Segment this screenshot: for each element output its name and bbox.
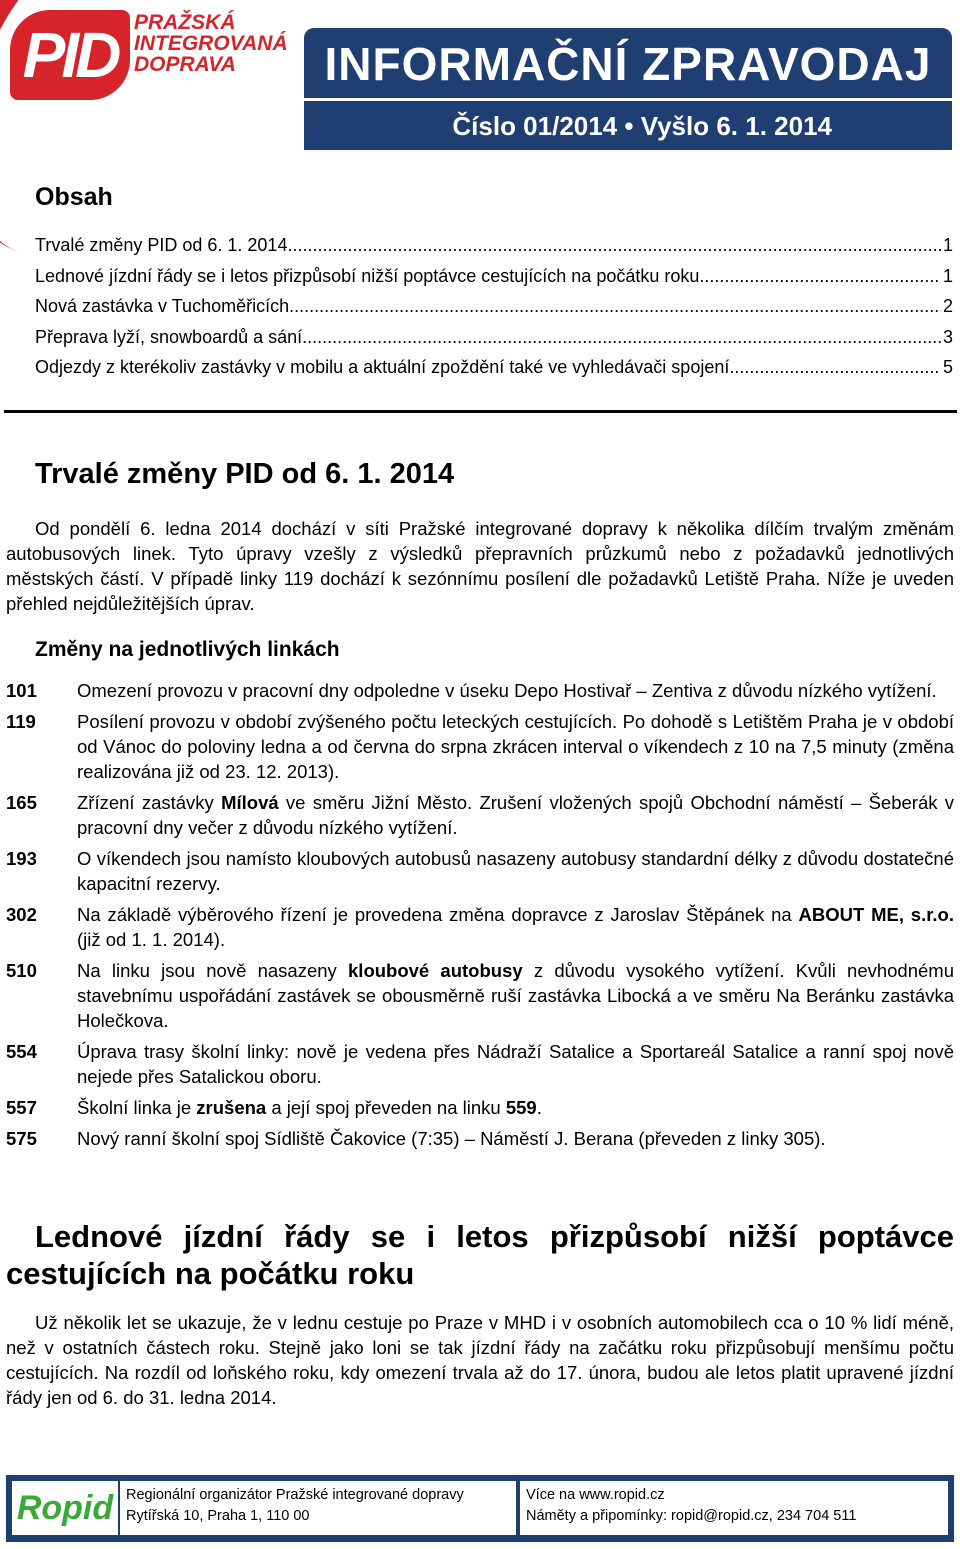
text-run: Omezení provozu v pracovní dny odpoledne v úseku Depo Hostivař – Zentiva z důvodu nízkého vytížení.: [77, 680, 937, 701]
line-description: [77, 958, 954, 1033]
line-number: 165: [6, 792, 37, 813]
line-change-row: [6, 958, 954, 1033]
toc-leader: [302, 322, 941, 353]
toc-item-page: 2: [942, 296, 953, 316]
line-description: [77, 1095, 954, 1120]
line-description: [77, 678, 954, 703]
line-change-row: [6, 1039, 954, 1089]
line-change-row: [6, 678, 954, 703]
footer: [6, 1475, 954, 1542]
logo-line: DOPRAVA: [134, 53, 236, 76]
text-run: Posílení provozu v období zvýšeného počtu leteckých cestujících. Po dohodě s Letištěm Praha je v období od Vánoc do poloviny ledna a od června do srpna zkrácen interval o víkendech z 10 na 7,5 minuty (změna realizována již od 23. 12. 2013).: [77, 711, 954, 782]
section-intro: Od pondělí 6. ledna 2014 dochází v síti Pražské integrované dopravy k několika dílčím trvalým změnám autobusových linek. Tyto úpravy vzešly z výsledků přepravních průzkumů nebo z požadavků jednotlivých městských částí. V případě linky 119 dochází k sezónnímu posílení dle požadavků Letiště Praha. Níže je uveden přehled nejdůležitějších úprav.: [6, 518, 954, 614]
text-run: Na základě výběrového řízení je provedena změna dopravce z Jaroslav Štěpánek na: [77, 904, 799, 925]
toc-item-page: 5: [942, 357, 953, 377]
toc-item[interactable]: [35, 261, 953, 292]
line-number: 302: [6, 904, 37, 925]
line-changes-list: [6, 678, 954, 1151]
line-number: 119: [6, 711, 36, 732]
line-description: [77, 902, 954, 952]
line-number: 575: [6, 1128, 37, 1149]
line-description: [77, 1126, 954, 1151]
section-title: Lednové jízdní řády se i letos přizpůsobí nižší poptávce cestujících na počátku roku: [6, 1219, 954, 1291]
line-change-row: [6, 1095, 954, 1120]
emphasis-text: ABOUT ME, s.r.o.: [798, 904, 954, 925]
footer-address: Rytířská 10, Praha 1, 110 00: [126, 1508, 310, 1524]
logo-line: INTEGROVANÁ: [134, 32, 288, 55]
toc-item-title: Přeprava lyží, snowboardů a sání: [35, 326, 303, 347]
pid-logo-text: [134, 12, 288, 75]
newsletter-banner: [304, 28, 952, 150]
banner-title: INFORMAČNÍ ZPRAVODAJ: [304, 28, 952, 98]
toc-item-page: 1: [942, 235, 953, 255]
ropid-logo-text: Ropid: [16, 1488, 114, 1527]
toc-item-page: 3: [942, 326, 953, 347]
toc-item-title: Odjezdy z kterékoliv zastávky v mobilu a aktuální zpoždění také ve vyhledávači spojení: [35, 357, 730, 377]
logo-line: PRAŽSKÁ: [134, 11, 236, 34]
line-number: 101: [6, 680, 37, 701]
line-change-row: [6, 709, 954, 784]
emphasis-text: 559: [505, 1097, 537, 1118]
toc-item[interactable]: [35, 352, 953, 383]
line-description: [77, 1039, 954, 1089]
toc-leader: [287, 230, 941, 261]
section-text: Už několik let se ukazuje, že v lednu cestuje po Praze v MHD i v osobních automobilech cca o 10 % lidí méně, než v ostatních částech roku. Stejně jako loni se tak jízdní řády na začátku roku přizpůsobují menšímu počtu cestujících. Na rozdíl od loňského roku, kdy omezení trvala až do 17. února, budou ale letos platit upravené jízdní řády jen od 6. do 31. ledna 2014.: [6, 1312, 954, 1408]
footer-org-name: Regionální organizátor Pražské integrované dopravy: [126, 1487, 464, 1503]
text-run: .: [536, 1097, 542, 1118]
line-number: 510: [6, 960, 37, 981]
text-run: O víkendech jsou namísto kloubových autobusů nasazeny autobusy standardní délky z důvodu dostatečné kapacitní rezervy.: [77, 848, 954, 894]
toc-item[interactable]: [35, 230, 953, 261]
toc-item-title: Lednové jízdní řády se i letos přizpůsobí nižší poptávce cestujících na počátku roku: [35, 265, 700, 286]
toc-item-title: Trvalé změny PID od 6. 1. 2014: [35, 235, 288, 255]
text-run: Zřízení zastávky: [77, 792, 222, 813]
text-run: (již od 1. 1. 2014).: [77, 929, 226, 950]
emphasis-text: zrušena: [196, 1097, 267, 1118]
line-change-row: [6, 1126, 954, 1151]
footer-more-link[interactable]: Více na www.ropid.cz: [526, 1487, 665, 1503]
toc-leader: [729, 352, 941, 383]
text-run: Na linku jsou nově nasazeny: [77, 960, 349, 981]
line-number: 193: [6, 848, 37, 869]
footer-org: [120, 1481, 516, 1535]
banner-issue: Číslo 01/2014 • Vyšlo 6. 1. 2014: [304, 98, 952, 150]
text-run: Školní linka je: [77, 1097, 197, 1118]
subheading: Změny na jednotlivých linkách: [35, 638, 340, 661]
text-run: z důvodu vysokého vytížení. Kvůli nevhodnému stavebnímu uspořádání zastávek se obousměrně ruší zastávka Libocká a ve směru Na Beránku zastávka Holečkova.: [77, 960, 954, 1031]
table-of-contents: [35, 230, 953, 383]
line-change-row: [6, 846, 954, 896]
toc-item-page: 1: [942, 265, 953, 286]
divider: [4, 410, 957, 413]
text-run: Úprava trasy školní linky: nově je vedena přes Nádraží Satalice a Sportareál Satalice a ranní spoj nově nejede přes Satalickou oboru.: [77, 1041, 954, 1087]
emphasis-text: kloubové autobusy: [348, 960, 523, 981]
pid-logo-mark: PID: [10, 10, 130, 100]
footer-contact-text: Náměty a připomínky: ropid@ropid.cz, 234 704 511: [526, 1508, 857, 1524]
toc-item[interactable]: [35, 322, 953, 353]
line-description: [77, 709, 954, 784]
toc-leader: [289, 291, 941, 322]
line-description: [77, 790, 954, 840]
text-run: ve směru Jižní Město. Zrušení vložených spojů Obchodní náměstí – Šeberák v pracovní dny večer z důvodu nízkého vytížení.: [77, 792, 955, 838]
footer-contact: [520, 1481, 948, 1535]
line-change-row: [6, 902, 954, 952]
line-number: 557: [6, 1097, 37, 1118]
ropid-logo: [12, 1481, 118, 1535]
line-description: [77, 846, 954, 896]
toc-item-title: Nová zastávka v Tuchoměřicích: [35, 296, 290, 316]
line-number: 554: [6, 1041, 37, 1062]
text-run: a její spoj převeden na linku: [266, 1097, 506, 1118]
section-title: Trvalé změny PID od 6. 1. 2014: [35, 458, 455, 490]
toc-heading: Obsah: [35, 183, 113, 211]
toc-leader: [699, 261, 941, 292]
line-change-row: [6, 790, 954, 840]
text-run: Nový ranní školní spoj Sídliště Čakovice (7:35) – Náměstí J. Berana (převeden z linky 305).: [77, 1128, 826, 1149]
toc-item[interactable]: [35, 291, 953, 322]
pid-logo: [0, 0, 300, 200]
emphasis-text: Mílová: [221, 792, 279, 813]
